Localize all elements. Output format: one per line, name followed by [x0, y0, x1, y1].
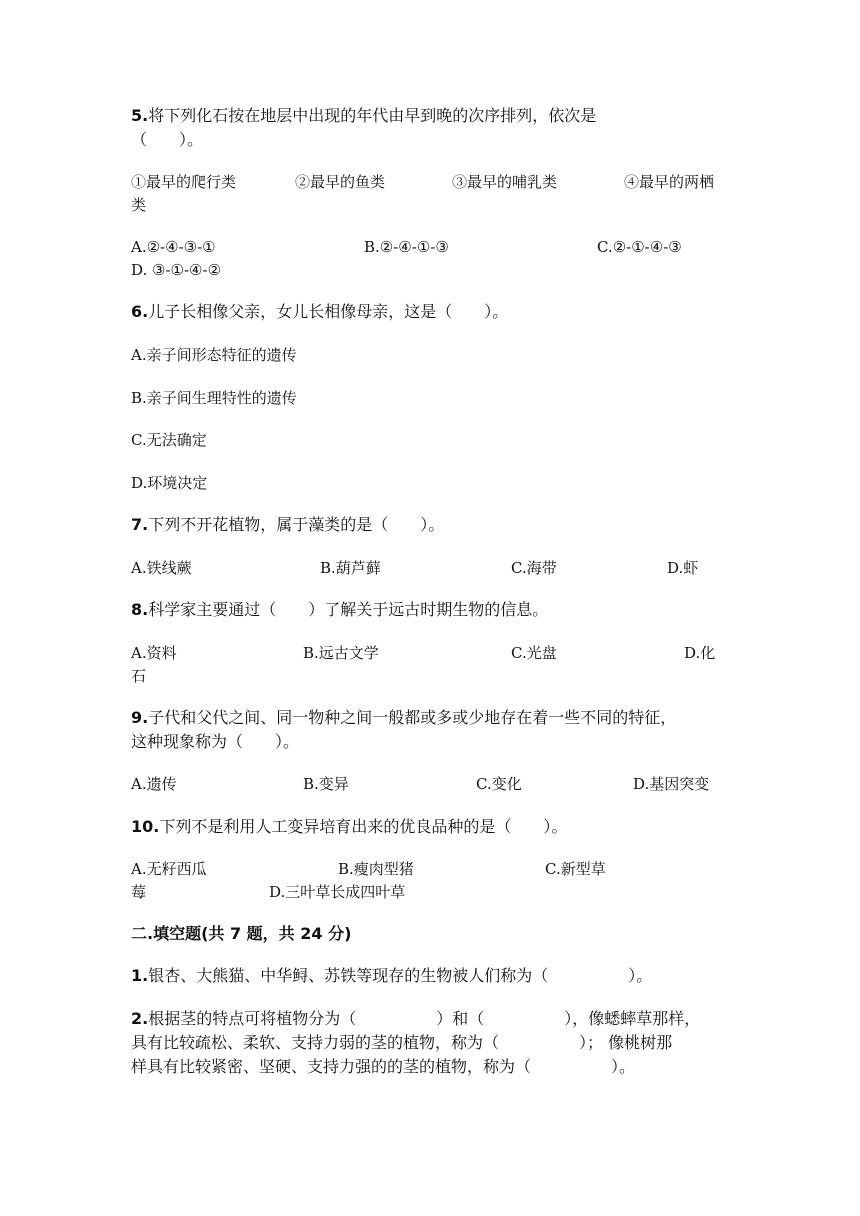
- q6-option-b[interactable]: B.亲子间生理特性的遗传: [131, 389, 297, 407]
- fill-1-stem: [131, 964, 652, 988]
- q10-option-c[interactable]: C.新型草: [545, 860, 606, 878]
- q6-option-d[interactable]: D.环境决定: [131, 474, 208, 492]
- q10-option-c-wrap: 莓: [131, 883, 147, 901]
- q8-option-b[interactable]: B.远古文学: [303, 644, 379, 662]
- q8-option-d-wrap: 石: [131, 667, 147, 685]
- q9-option-b[interactable]: B.变异: [303, 775, 349, 793]
- q6-option-c[interactable]: C.无法确定: [131, 431, 207, 449]
- q5-item-3: ③最早的哺乳类: [452, 173, 558, 191]
- question-number: 9.: [131, 708, 149, 727]
- q5-option-a[interactable]: A.②-④-③-①: [131, 238, 216, 256]
- q5-item-1: ①最早的爬行类: [131, 173, 237, 191]
- question-number: 1.: [131, 966, 149, 985]
- q6-option-a[interactable]: A.亲子间形态特征的遗传: [131, 346, 297, 364]
- q8-option-c[interactable]: C.光盘: [511, 644, 557, 662]
- q7-option-c[interactable]: C.海带: [511, 559, 557, 577]
- q9-option-d[interactable]: D.基因突变: [633, 775, 710, 793]
- q7-option-b[interactable]: B.葫芦藓: [320, 559, 381, 577]
- question-9-stem: [131, 706, 676, 730]
- question-5-stem-cont: （ ）。: [131, 130, 204, 149]
- question-7-stem: [131, 513, 444, 537]
- question-number: 7.: [131, 515, 149, 534]
- fill-2-stem-cont-1: 具有比较疏松、柔软、支持力弱的茎的植物，称为（ ）； 像桃树那: [131, 1033, 673, 1052]
- question-8-stem: [131, 598, 548, 622]
- q10-option-a[interactable]: A.无籽西瓜: [131, 860, 207, 878]
- q5-item-4-wrap: 类: [131, 196, 147, 214]
- question-9-stem-cont: 这种现象称为（ ）。: [131, 732, 300, 751]
- q5-item-2: ②最早的鱼类: [295, 173, 386, 191]
- question-text: 子代和父代之间、同一物种之间一般都或多或少地存在着一些不同的特征，: [148, 708, 677, 727]
- question-text: 根据茎的特点可将植物分为（ ）和（ ），像蟋蟀草那样，: [148, 1009, 701, 1028]
- q8-option-a[interactable]: A.资料: [131, 644, 177, 662]
- q5-option-c[interactable]: C.②-①-④-③: [597, 238, 682, 256]
- question-text: 银杏、大熊猫、中华鲟、苏铁等现存的生物被人们称为（ ）。: [148, 966, 653, 985]
- question-number: 6.: [131, 302, 149, 321]
- q10-option-b[interactable]: B.瘦肉型猪: [338, 860, 414, 878]
- question-5-stem: [131, 104, 596, 128]
- q5-option-b[interactable]: B.②-④-①-③: [364, 238, 449, 256]
- question-text: 将下列化石按在地层中出现的年代由早到晚的次序排列，依次是: [148, 106, 597, 125]
- question-10-stem: [131, 815, 567, 839]
- section-2-title: 二.填空题(共 7 题，共 24 分): [131, 924, 352, 943]
- q7-option-a[interactable]: A.铁线蕨: [131, 559, 192, 577]
- question-text: 下列不是利用人工变异培育出来的优良品种的是（ ）。: [159, 817, 568, 836]
- question-number: 10.: [131, 817, 160, 836]
- question-text: 科学家主要通过（ ）了解关于远古时期生物的信息。: [148, 600, 549, 619]
- question-text: 儿子长相像父亲，女儿长相像母亲，这是（ ）。: [148, 302, 509, 321]
- q9-option-a[interactable]: A.遗传: [131, 775, 177, 793]
- question-text: 下列不开花植物，属于藻类的是（ ）。: [148, 515, 445, 534]
- q5-item-4: ④最早的两栖: [624, 173, 715, 191]
- question-number: 5.: [131, 106, 149, 125]
- q8-option-d[interactable]: D.化: [684, 644, 716, 662]
- fill-2-stem-cont-2: 样具有比较紧密、坚硬、支持力强的的茎的植物，称为（ ）。: [131, 1057, 636, 1076]
- q9-option-c[interactable]: C.变化: [476, 775, 522, 793]
- fill-2-stem: [131, 1007, 700, 1031]
- q7-option-d[interactable]: D.虾: [667, 559, 699, 577]
- question-6-stem: [131, 300, 508, 324]
- q10-option-d[interactable]: D.三叶草长成四叶草: [269, 883, 406, 901]
- question-number: 8.: [131, 600, 149, 619]
- question-number: 2.: [131, 1009, 149, 1028]
- q5-option-d[interactable]: D. ③-①-④-②: [131, 261, 222, 279]
